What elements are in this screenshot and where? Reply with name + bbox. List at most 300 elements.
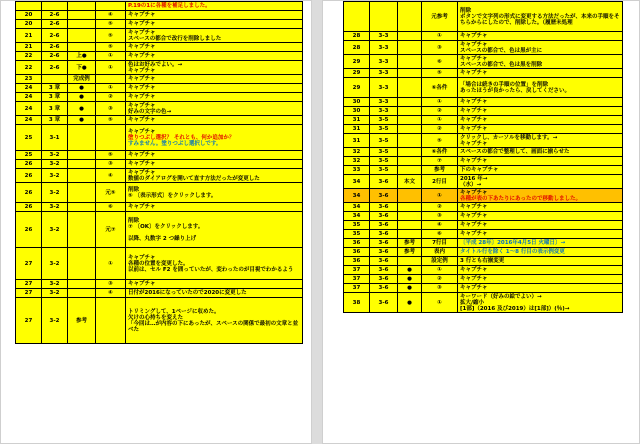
table-row: [344, 284, 623, 293]
table-row: [16, 52, 303, 61]
position-cell: [398, 157, 422, 166]
marker-cell: ①: [422, 189, 458, 203]
change-description-cell: [458, 98, 623, 107]
description-line: キャプチャ: [460, 222, 488, 228]
change-description-cell: [458, 55, 623, 69]
description-line: キャプチャ: [128, 21, 156, 27]
change-description-cell: [458, 125, 623, 134]
section-cell: 3-2: [42, 183, 68, 203]
table-row: [16, 102, 303, 116]
page-number-cell: 21: [16, 29, 42, 43]
marker-cell: [96, 75, 126, 84]
change-description-cell: [126, 160, 303, 169]
table-row: [344, 148, 623, 157]
description-line: キャプチャ: [460, 231, 488, 237]
marker-cell: ⑦: [422, 157, 458, 166]
change-description-cell: [126, 20, 303, 29]
section-cell: 3-3: [370, 98, 398, 107]
table-row: [16, 20, 303, 29]
description-line: キャプチャ: [460, 267, 488, 273]
table-row: [16, 280, 303, 289]
page-number-cell: 34: [344, 175, 370, 189]
marker-cell: ②: [422, 125, 458, 134]
position-cell: [398, 32, 422, 41]
change-description-cell: [458, 257, 623, 266]
table-row: [344, 230, 623, 239]
position-cell: 参考: [68, 298, 96, 344]
description-line: キャプチャ: [460, 204, 488, 210]
marker-cell: ⑤: [96, 151, 126, 160]
description-line: [1部]（2016 及び2019）は[1部]）(％)→: [460, 305, 570, 312]
page-number-cell: 34: [344, 203, 370, 212]
page-number-cell: 24: [16, 93, 42, 102]
position-cell: 完成例: [68, 75, 96, 84]
section-cell: 3-6: [370, 293, 398, 313]
description-line: キャプチャ: [460, 108, 488, 114]
change-description-cell: [458, 157, 623, 166]
change-description-cell: [126, 93, 303, 102]
marker-cell: ⑤: [96, 116, 126, 125]
marker-cell: 設定例: [422, 257, 458, 266]
section-cell: 3-5: [370, 148, 398, 157]
table-row: [16, 61, 303, 75]
position-cell: [68, 289, 96, 298]
marker-cell: ⑤: [96, 29, 126, 43]
position-cell: ●: [68, 93, 96, 102]
description-line: 各種の位置を変更した。: [128, 260, 189, 267]
change-description-cell: [458, 107, 623, 116]
description-line: 「場合は続きの手順の位置」を削除: [460, 81, 549, 88]
position-cell: [68, 183, 96, 203]
page-number-cell: 29: [344, 55, 370, 69]
description-line: キャプチャ: [128, 94, 156, 100]
table-row: [16, 29, 303, 43]
table-row: [16, 298, 303, 344]
table-row: [16, 116, 303, 125]
page-number-cell: 27: [16, 248, 42, 280]
marker-cell: [96, 125, 126, 151]
description-line: キャプチャ: [128, 152, 156, 158]
position-cell: [398, 2, 422, 32]
description-line: キャプチャ: [128, 128, 156, 135]
section-cell: 3 章: [42, 102, 68, 116]
position-cell: [398, 230, 422, 239]
section-cell: [42, 75, 68, 84]
marker-cell: ④: [96, 11, 126, 20]
page-number-cell: 31: [344, 125, 370, 134]
change-description-cell: [458, 230, 623, 239]
marker-cell: ⑤: [422, 69, 458, 78]
section-cell: 3-3: [370, 69, 398, 78]
position-cell: [398, 98, 422, 107]
marker-cell: ③: [422, 284, 458, 293]
table-row: [344, 239, 623, 248]
section-cell: 3-2: [42, 298, 68, 344]
page-number-cell: 27: [16, 298, 42, 344]
description-line: キャプチャ: [460, 158, 488, 164]
change-description-cell: [126, 151, 303, 160]
change-description-cell: [126, 43, 303, 52]
marker-cell: [96, 2, 126, 11]
table-row: [16, 93, 303, 102]
position-cell: [398, 257, 422, 266]
section-cell: 3-2: [42, 212, 68, 248]
description-line: キャプチャ: [128, 169, 156, 176]
description-line: 拡大/縮小: [460, 299, 485, 306]
description-line: キャプチャ: [460, 140, 488, 147]
page-number-cell: 22: [16, 52, 42, 61]
change-description-cell: [126, 289, 303, 298]
change-description-cell: [126, 102, 303, 116]
description-line: トリミングして、1ページに収めた。: [128, 308, 220, 315]
position-cell: [68, 151, 96, 160]
page-number-cell: [16, 2, 42, 11]
position-cell: [68, 11, 96, 20]
description-line: キャプチャ: [128, 76, 156, 82]
position-cell: ●: [398, 284, 422, 293]
marker-cell: ⑥: [96, 203, 126, 212]
section-cell: 3-6: [370, 266, 398, 275]
right-revision-table: [343, 1, 623, 313]
position-cell: 下●: [68, 61, 96, 75]
position-cell: [68, 43, 96, 52]
page-number-cell: 36: [344, 257, 370, 266]
position-cell: [398, 107, 422, 116]
section-cell: 3 章: [42, 93, 68, 102]
table-row: [344, 69, 623, 78]
marker-cell: ③: [422, 212, 458, 221]
table-row: [16, 169, 303, 183]
table-row: [344, 2, 623, 32]
change-description-cell: [458, 175, 623, 189]
section-cell: 3-6: [370, 284, 398, 293]
description-line: キャプチャ: [460, 33, 488, 39]
marker-cell: ⑥各件: [422, 148, 458, 157]
section-cell: 2-6: [42, 43, 68, 52]
change-description-cell: [458, 266, 623, 275]
description-line: キャプチャ: [460, 189, 488, 196]
page-number-cell: 38: [344, 293, 370, 313]
change-description-cell: [126, 298, 303, 344]
page-number-cell: 25: [16, 151, 42, 160]
change-description-cell: [126, 75, 303, 84]
marker-cell: 参考: [422, 166, 458, 175]
table-row: [344, 175, 623, 189]
section-cell: 3-3: [370, 55, 398, 69]
description-line: タイトル行を除く 1～8 行目の表示例変更: [460, 249, 565, 255]
section-cell: 3-2: [42, 248, 68, 280]
marker-cell: ⑥: [422, 230, 458, 239]
section-cell: 3-3: [370, 41, 398, 55]
page-number-cell: 37: [344, 275, 370, 284]
page-number-cell: 36: [344, 248, 370, 257]
change-description-cell: [458, 116, 623, 125]
description-line: キャプチャ: [128, 44, 156, 50]
page-number-cell: 26: [16, 169, 42, 183]
section-cell: 3-2: [42, 169, 68, 183]
description-line: 塗りつぶし選択？ それとも、何か追加か？: [128, 134, 235, 141]
page-number-cell: 34: [344, 212, 370, 221]
marker-cell: ①: [422, 293, 458, 313]
marker-cell: [96, 298, 126, 344]
change-description-cell: [458, 212, 623, 221]
position-cell: ●: [398, 275, 422, 284]
change-description-cell: [458, 134, 623, 148]
marker-cell: ②: [422, 275, 458, 284]
position-cell: 参考: [398, 239, 422, 248]
section-cell: [370, 2, 398, 32]
description-line: キャプチャ: [128, 161, 156, 167]
table-row: [344, 257, 623, 266]
description-line: キャプチャ: [128, 117, 156, 123]
table-row: [16, 2, 303, 11]
page-number-cell: 31: [344, 116, 370, 125]
position-cell: ●: [68, 102, 96, 116]
section-cell: [42, 2, 68, 11]
section-cell: 3-6: [370, 175, 398, 189]
position-cell: [398, 221, 422, 230]
change-description-cell: [458, 284, 623, 293]
description-line: 数値のダイアログを開いて直す方法だったが変更した: [128, 175, 260, 182]
change-description-cell: [458, 32, 623, 41]
description-line: 削除: [128, 186, 140, 193]
section-cell: 3-6: [370, 212, 398, 221]
table-row: [16, 84, 303, 93]
marker-cell: ①: [96, 61, 126, 75]
page-number-cell: 24: [16, 116, 42, 125]
change-description-cell: [458, 69, 623, 78]
page-number-cell: 28: [344, 41, 370, 55]
description-line: キャプチャ: [128, 53, 156, 59]
description-line: キャプチャ: [460, 126, 488, 132]
change-description-cell: [126, 169, 303, 183]
table-row: [344, 134, 623, 148]
position-cell: [398, 134, 422, 148]
description-line: 3 行とも右揃変更: [460, 258, 505, 264]
table-row: [16, 11, 303, 20]
section-cell: 3-6: [370, 239, 398, 248]
section-cell: 3-2: [42, 160, 68, 169]
description-line: キャプチャ: [460, 70, 488, 76]
section-cell: 3 章: [42, 116, 68, 125]
page-number-cell: 30: [344, 98, 370, 107]
change-description-cell: [126, 183, 303, 203]
description-line: 下のキャプチャ: [460, 167, 499, 173]
section-cell: 3-5: [370, 116, 398, 125]
table-row: [16, 151, 303, 160]
description-line: 色はお好みでよい。→: [128, 61, 183, 68]
change-description-cell: [458, 248, 623, 257]
page-number-cell: 24: [16, 84, 42, 93]
marker-cell: ⑥各件: [422, 78, 458, 98]
page-number-cell: 29: [344, 78, 370, 98]
position-cell: [398, 212, 422, 221]
description-line: キャプチャ: [128, 204, 156, 210]
marker-cell: ①: [422, 116, 458, 125]
section-cell: 3-6: [370, 257, 398, 266]
section-cell: 3-6: [370, 275, 398, 284]
left-revision-table: [15, 1, 303, 344]
page-number-cell: 20: [16, 20, 42, 29]
section-cell: 2-6: [42, 52, 68, 61]
page-number-cell: 28: [344, 32, 370, 41]
change-description-cell: [458, 2, 623, 32]
description-line: 以降、丸数字 2 つ繰り上げ: [128, 235, 197, 242]
page-number-cell: 37: [344, 266, 370, 275]
position-cell: [398, 55, 422, 69]
table-row: [16, 160, 303, 169]
description-line: スペースの都合で、色は黒が主に: [460, 47, 543, 54]
table-row: [16, 212, 303, 248]
table-row: [344, 203, 623, 212]
change-description-cell: [126, 29, 303, 43]
table-row: [344, 275, 623, 284]
page-number-cell: 23: [16, 75, 42, 84]
section-cell: 3-2: [42, 151, 68, 160]
marker-cell: ①: [96, 248, 126, 280]
page-number-cell: 26: [16, 160, 42, 169]
position-cell: [68, 280, 96, 289]
table-row: [344, 107, 623, 116]
table-row: [16, 75, 303, 84]
change-description-cell: [126, 2, 303, 11]
description-line: キャプチャ: [128, 254, 156, 261]
page-number-cell: 37: [344, 284, 370, 293]
description-line: クリックし、カーソルを移動します。→: [460, 134, 558, 141]
position-cell: [68, 125, 96, 151]
table-row: [16, 248, 303, 280]
page-number-cell: 26: [16, 212, 42, 248]
change-description-cell: [458, 148, 623, 157]
change-description-cell: [458, 189, 623, 203]
section-cell: 3-2: [42, 289, 68, 298]
description-line: （水）→: [460, 181, 482, 188]
table-row: [344, 212, 623, 221]
description-line: あったほうが良かったら、戻してください。: [460, 87, 570, 94]
table-row: [344, 248, 623, 257]
marker-cell: 7行目: [422, 239, 458, 248]
section-cell: 3-5: [370, 125, 398, 134]
table-row: [344, 293, 623, 313]
page-number-cell: 33: [344, 166, 370, 175]
change-description-cell: [126, 248, 303, 280]
page-number-cell: 34: [344, 189, 370, 203]
change-description-cell: [458, 221, 623, 230]
description-line: 各種が表の下あたりにあったので移動しました。: [460, 195, 581, 202]
page-number-cell: 26: [16, 183, 42, 203]
description-line: 2016 年→: [460, 175, 488, 182]
position-cell: [398, 116, 422, 125]
change-description-cell: [126, 116, 303, 125]
table-row: [344, 266, 623, 275]
section-cell: 3-3: [370, 107, 398, 116]
description-line: キャプチャ: [460, 41, 488, 48]
position-cell: ●: [398, 266, 422, 275]
table-row: [344, 189, 623, 203]
table-row: [344, 41, 623, 55]
description-line: キャプチャ: [460, 213, 488, 219]
change-description-cell: [126, 280, 303, 289]
page-number-cell: 27: [16, 289, 42, 298]
marker-cell: 元⑤: [96, 183, 126, 203]
marker-cell: 表内: [422, 248, 458, 257]
table-row: [16, 43, 303, 52]
position-cell: [68, 212, 96, 248]
position-cell: [398, 189, 422, 203]
section-cell: 2-6: [42, 61, 68, 75]
page-number-cell: 24: [16, 102, 42, 116]
position-cell: 本文: [398, 175, 422, 189]
position-cell: [68, 29, 96, 43]
position-cell: [68, 203, 96, 212]
description-line: スペースの都合で整理して、画面に揃らせた: [460, 149, 570, 155]
marker-cell: ①: [96, 84, 126, 93]
change-description-cell: [458, 166, 623, 175]
page-number-cell: 29: [344, 69, 370, 78]
section-cell: 3-6: [370, 203, 398, 212]
table-row: [344, 55, 623, 69]
table-row: [344, 98, 623, 107]
section-cell: 3-6: [370, 248, 398, 257]
marker-cell: ①: [422, 266, 458, 275]
description-line: ⑤ 〔表示形式〕をクリックします。: [128, 192, 217, 199]
position-cell: 参考: [398, 248, 422, 257]
section-cell: 2-6: [42, 20, 68, 29]
change-description-cell: [126, 203, 303, 212]
page-number-cell: 25: [16, 125, 42, 151]
change-description-cell: [458, 275, 623, 284]
position-cell: [398, 125, 422, 134]
change-description-cell: [458, 41, 623, 55]
section-cell: 3-2: [42, 203, 68, 212]
description-line: スペースの都合で、色は黒を削除: [460, 61, 543, 68]
position-cell: [398, 41, 422, 55]
description-line: キャプチャ: [460, 99, 488, 105]
change-description-cell: [126, 84, 303, 93]
section-cell: 3-5: [370, 134, 398, 148]
position-cell: [398, 203, 422, 212]
position-cell: [68, 248, 96, 280]
table-row: [16, 203, 303, 212]
marker-cell: 2行目: [422, 175, 458, 189]
description-line: P.19の1に各種を補足しました。: [128, 3, 211, 9]
marker-cell: ②: [422, 107, 458, 116]
table-row: [16, 183, 303, 203]
description-line: キャプチャ: [460, 285, 488, 291]
table-row: [344, 157, 623, 166]
description-line: すみません。塗りつぶし選択しです。: [128, 140, 222, 147]
position-cell: [68, 160, 96, 169]
section-cell: 2-6: [42, 29, 68, 43]
section-cell: 3-5: [370, 166, 398, 175]
marker-cell: ⑥: [422, 55, 458, 69]
marker-cell: ③: [96, 280, 126, 289]
table-row: [344, 166, 623, 175]
change-description-cell: [126, 11, 303, 20]
marker-cell: ⑤: [422, 134, 458, 148]
marker-cell: ③: [96, 160, 126, 169]
page-number-cell: 35: [344, 221, 370, 230]
description-line: スペースの都合で改行を削除しました: [128, 35, 222, 42]
description-line: キーワード（好みの絵でよい）→: [460, 293, 542, 300]
change-description-cell: [458, 203, 623, 212]
marker-cell: ③: [96, 102, 126, 116]
section-cell: 3-3: [370, 78, 398, 98]
change-description-cell: [126, 212, 303, 248]
description-line: キャプチャ: [128, 281, 156, 287]
page-number-cell: 31: [344, 134, 370, 148]
position-cell: [398, 148, 422, 157]
